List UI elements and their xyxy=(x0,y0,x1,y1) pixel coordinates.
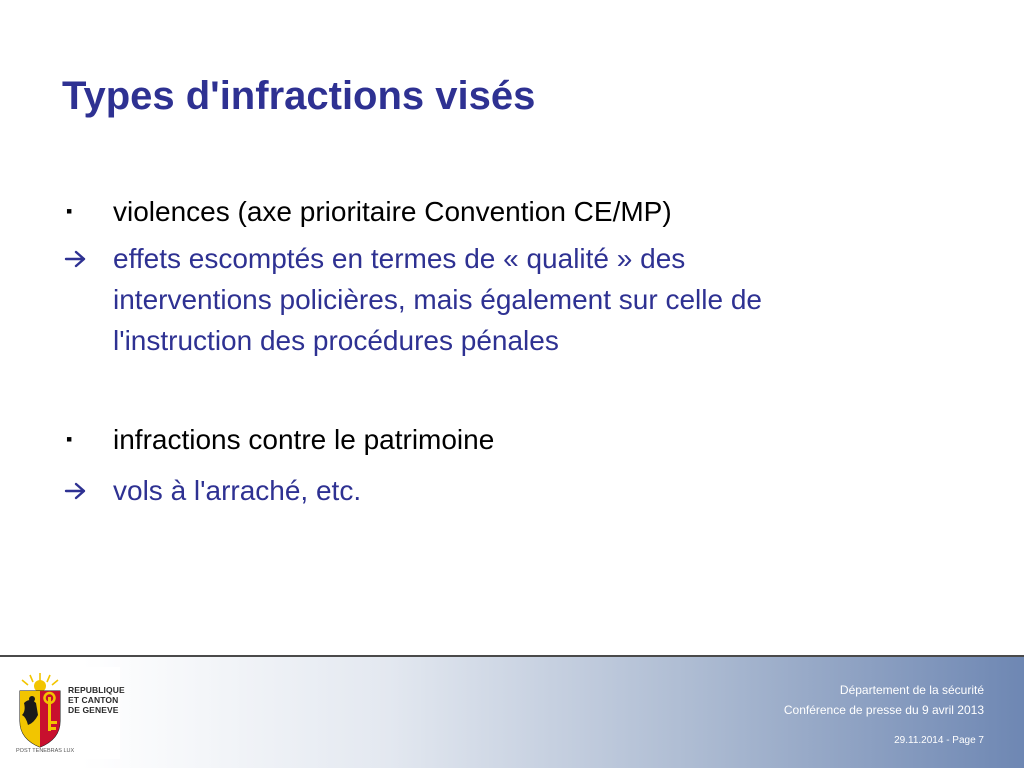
arrow-text-line: vols à l'arraché, etc. xyxy=(113,475,362,506)
slide-title: Types d'infractions visés xyxy=(62,74,536,118)
logo-line: DE GENEVE xyxy=(68,705,119,715)
logo-motto: POST TENEBRAS LUX xyxy=(16,748,75,754)
arrow-right-icon xyxy=(64,481,88,501)
footer-conference: Conférence de presse du 9 avril 2013 xyxy=(783,703,984,717)
bullet-text: violences (axe prioritaire Convention CE/MP) xyxy=(113,196,672,227)
square-bullet-icon: ▪ xyxy=(66,429,73,449)
logo-line: REPUBLIQUE xyxy=(68,685,125,695)
geneva-crest-icon xyxy=(14,671,66,749)
logo-line: ET CANTON xyxy=(68,695,119,705)
logo-text xyxy=(68,685,125,715)
arrow-text xyxy=(113,238,973,361)
arrow-text-line: l'instruction des procédures pénales xyxy=(113,325,559,356)
footer-department: Département de la sécurité xyxy=(839,683,984,697)
geneva-logo xyxy=(10,667,125,759)
slide-footer xyxy=(0,655,1024,768)
arrow-text-line: interventions policières, mais également sur celle de xyxy=(113,284,762,315)
arrow-right-icon xyxy=(64,249,88,269)
bullet-text: infractions contre le patrimoine xyxy=(113,424,495,455)
footer-page-info: 29.11.2014 - Page 7 xyxy=(894,735,984,746)
arrow-text xyxy=(113,470,973,511)
square-bullet-icon: ▪ xyxy=(66,201,73,221)
arrow-text-line: effets escomptés en termes de « qualité » des xyxy=(113,243,686,274)
